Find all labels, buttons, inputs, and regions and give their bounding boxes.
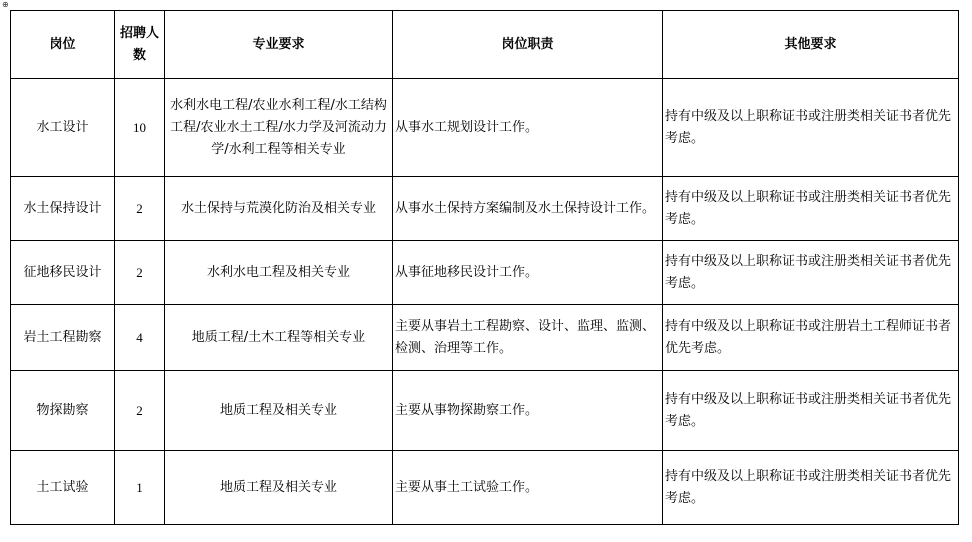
table-row xyxy=(11,371,959,451)
table-anchor-icon: ⊕ xyxy=(2,0,9,9)
cell-count: 4 xyxy=(115,305,165,371)
header-count: 招聘人数 xyxy=(115,11,165,79)
cell-other: 持有中级及以上职称证书或注册类相关证书者优先考虑。 xyxy=(663,371,959,451)
table-row xyxy=(11,177,959,241)
cell-duty: 主要从事岩土工程勘察、设计、监理、监测、检测、治理等工作。 xyxy=(393,305,663,371)
cell-count: 2 xyxy=(115,241,165,305)
cell-count: 10 xyxy=(115,79,165,177)
cell-major: 水土保持与荒漠化防治及相关专业 xyxy=(165,177,393,241)
cell-other: 持有中级及以上职称证书或注册类相关证书者优先考虑。 xyxy=(663,451,959,525)
cell-post: 征地移民设计 xyxy=(11,241,115,305)
table-row xyxy=(11,451,959,525)
cell-other: 持有中级及以上职称证书或注册岩土工程师证书者优先考虑。 xyxy=(663,305,959,371)
cell-post: 岩土工程勘察 xyxy=(11,305,115,371)
cell-post: 物探勘察 xyxy=(11,371,115,451)
header-post: 岗位 xyxy=(11,11,115,79)
table-row xyxy=(11,241,959,305)
cell-major: 地质工程及相关专业 xyxy=(165,371,393,451)
table-row xyxy=(11,305,959,371)
cell-count: 2 xyxy=(115,371,165,451)
cell-major: 水利水电工程/农业水利工程/水工结构工程/农业水土工程/水力学及河流动力学/水利工程等相关专业 xyxy=(165,79,393,177)
cell-other: 持有中级及以上职称证书或注册类相关证书者优先考虑。 xyxy=(663,177,959,241)
cell-major: 地质工程/土木工程等相关专业 xyxy=(165,305,393,371)
cell-other: 持有中级及以上职称证书或注册类相关证书者优先考虑。 xyxy=(663,241,959,305)
cell-major: 水利水电工程及相关专业 xyxy=(165,241,393,305)
cell-duty: 主要从事土工试验工作。 xyxy=(393,451,663,525)
cell-count: 2 xyxy=(115,177,165,241)
cell-post: 水土保持设计 xyxy=(11,177,115,241)
table-header-row xyxy=(11,11,959,79)
cell-post: 土工试验 xyxy=(11,451,115,525)
cell-post: 水工设计 xyxy=(11,79,115,177)
cell-duty: 从事水工规划设计工作。 xyxy=(393,79,663,177)
cell-duty: 从事征地移民设计工作。 xyxy=(393,241,663,305)
cell-count: 1 xyxy=(115,451,165,525)
cell-duty: 从事水土保持方案编制及水土保持设计工作。 xyxy=(393,177,663,241)
cell-duty: 主要从事物探勘察工作。 xyxy=(393,371,663,451)
cell-major: 地质工程及相关专业 xyxy=(165,451,393,525)
cell-other: 持有中级及以上职称证书或注册类相关证书者优先考虑。 xyxy=(663,79,959,177)
recruitment-table xyxy=(10,10,959,525)
header-major: 专业要求 xyxy=(165,11,393,79)
header-other: 其他要求 xyxy=(663,11,959,79)
header-duty: 岗位职责 xyxy=(393,11,663,79)
table-row xyxy=(11,79,959,177)
